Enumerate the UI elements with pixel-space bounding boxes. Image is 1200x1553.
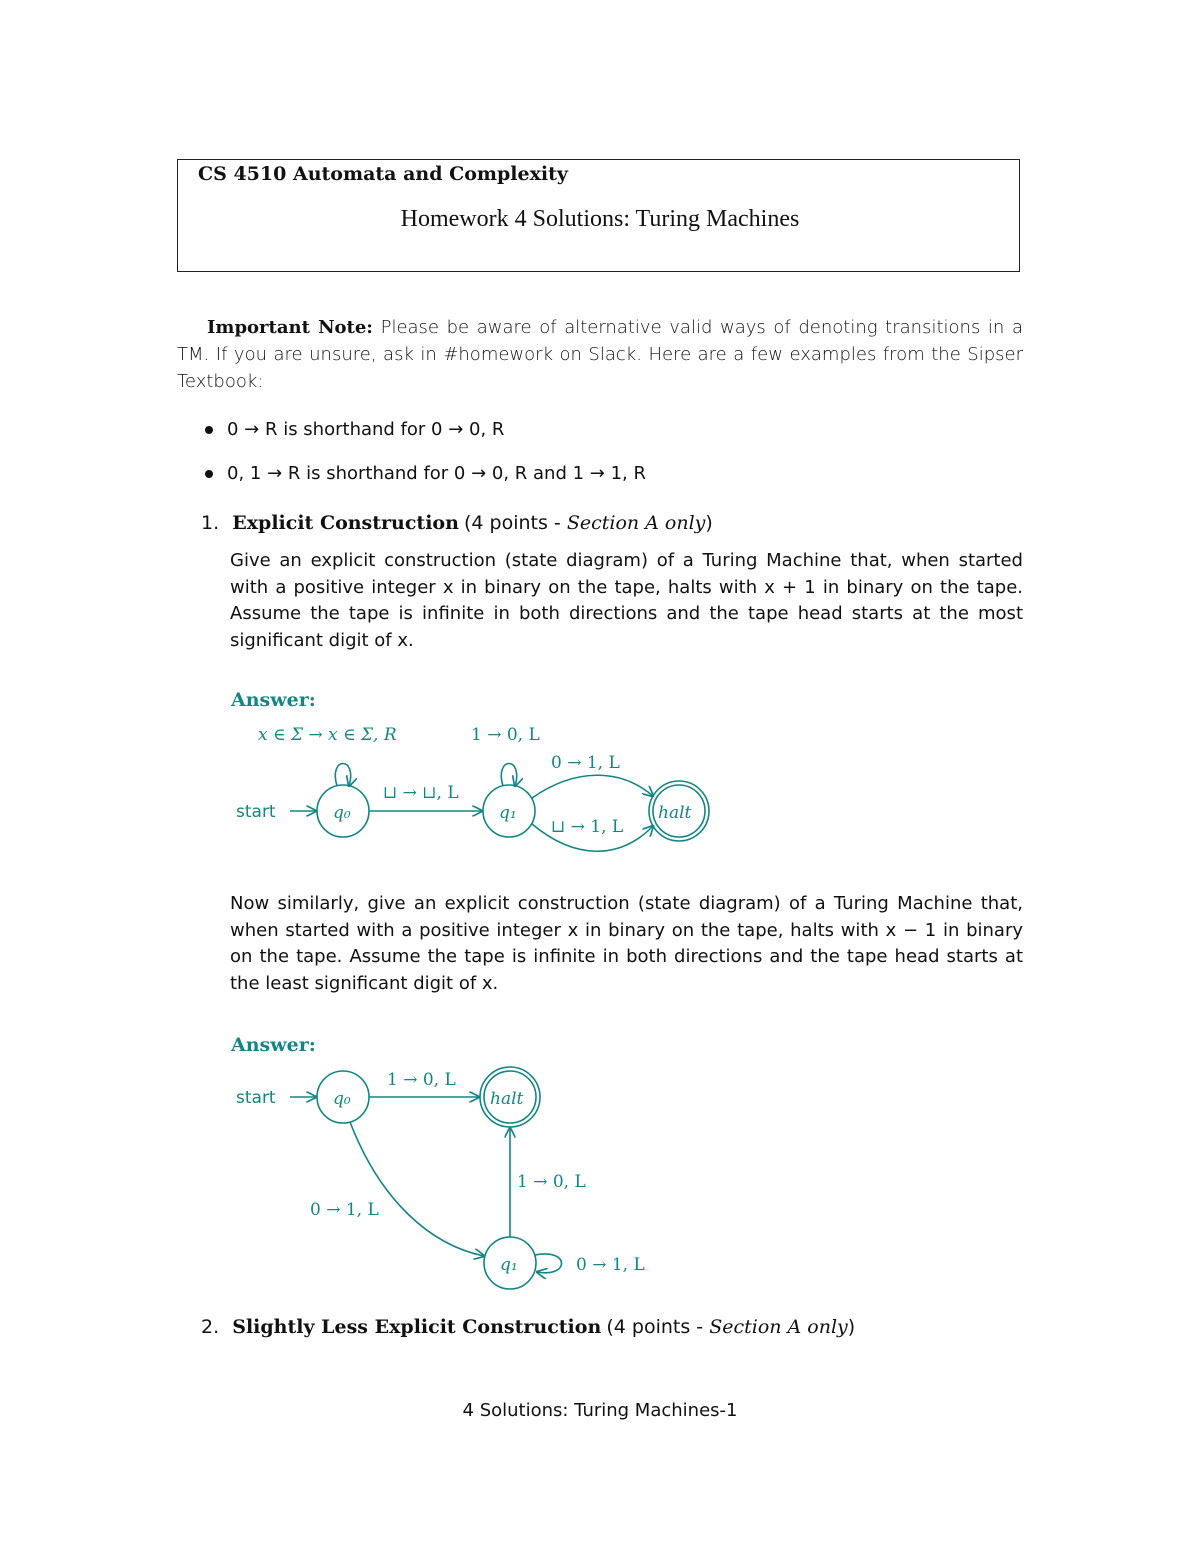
edge-q0-q1-b	[350, 1122, 484, 1256]
answer-label-1: Answer:	[231, 689, 316, 711]
q1-label: q₁	[499, 803, 517, 823]
problem-1-number: 1.	[201, 512, 220, 534]
bullet-text: 0 → R is shorthand for 0 → 0, R	[227, 419, 505, 440]
q0-label-b: q₀	[333, 1089, 351, 1109]
loop-q1	[501, 764, 516, 787]
homework-title: Homework 4 Solutions: Turing Machines	[400, 206, 800, 232]
loop-q0-label: x ∈ Σ → x ∈ Σ, R	[258, 725, 397, 745]
loop-q0	[335, 764, 350, 787]
problem-1-points: (4 points - Section A only)	[464, 512, 713, 534]
start-label: start	[236, 802, 276, 822]
edge-q1-halt-bottom-label: ⊔ → 1, L	[551, 817, 624, 837]
note-label: Important Note:	[207, 317, 373, 338]
bullet-text: 0, 1 → R is shorthand for 0 → 0, R and 1 → 1, R	[227, 463, 646, 484]
problem-1-title: Explicit Construction	[232, 512, 459, 534]
loop-q1-b	[535, 1254, 562, 1273]
course-title: CS 4510 Automata and Complexity	[198, 163, 568, 185]
edge-q0-q1-label: ⊔ → ⊔, L	[383, 783, 459, 803]
edge-q1-halt-top	[532, 775, 653, 798]
problem-1-question-b: Now similarly, give an explicit construction (state diagram) of a Turing Machine that, when started with a positive integer x in binary on the tape, halts with x − 1 in binary on the tape. Assume the tape is infinite in both directions and the tape head starts at the least significant digit of x.	[230, 893, 1023, 994]
loop-q1-label-b: 0 → 1, L	[576, 1255, 645, 1275]
edge-q1-halt-top-label: 0 → 1, L	[551, 753, 620, 773]
edge-q0-halt-label-b: 1 → 0, L	[387, 1070, 456, 1090]
problem-2-points: (4 points - Section A only)	[606, 1316, 856, 1338]
note-text: Please be aware of alternative valid ways of denoting transitions in a TM. If you are unsure, ask in #homework on Slack. Here are a few examples from the Sipser Textbook:	[177, 317, 1023, 392]
problem-2-number: 2.	[201, 1316, 220, 1338]
halt-label: halt	[658, 803, 692, 823]
start-label-b: start	[236, 1088, 276, 1108]
edge-q1-halt-label-b: 1 → 0, L	[517, 1172, 586, 1192]
answer-label-2: Answer:	[231, 1034, 316, 1056]
edge-q0-q1-label-b: 0 → 1, L	[310, 1200, 379, 1220]
halt-label-b: halt	[490, 1089, 524, 1109]
q1-label-b: q₁	[500, 1255, 518, 1275]
problem-2-title: Slightly Less Explicit Construction	[232, 1316, 602, 1338]
q0-label: q₀	[333, 803, 351, 823]
loop-q1-label: 1 → 0, L	[471, 725, 540, 745]
problem-1-question-a: Give an explicit construction (state diagram) of a Turing Machine that, when started with a positive integer x in binary on the tape, halts with x + 1 in binary on the tape. Assume the tape is infinite in both directions and the tape head starts at the most significant digit of x.	[230, 550, 1023, 651]
problem-2-heading	[201, 1316, 855, 1338]
page-footer: 4 Solutions: Turing Machines-1	[462, 1400, 738, 1421]
